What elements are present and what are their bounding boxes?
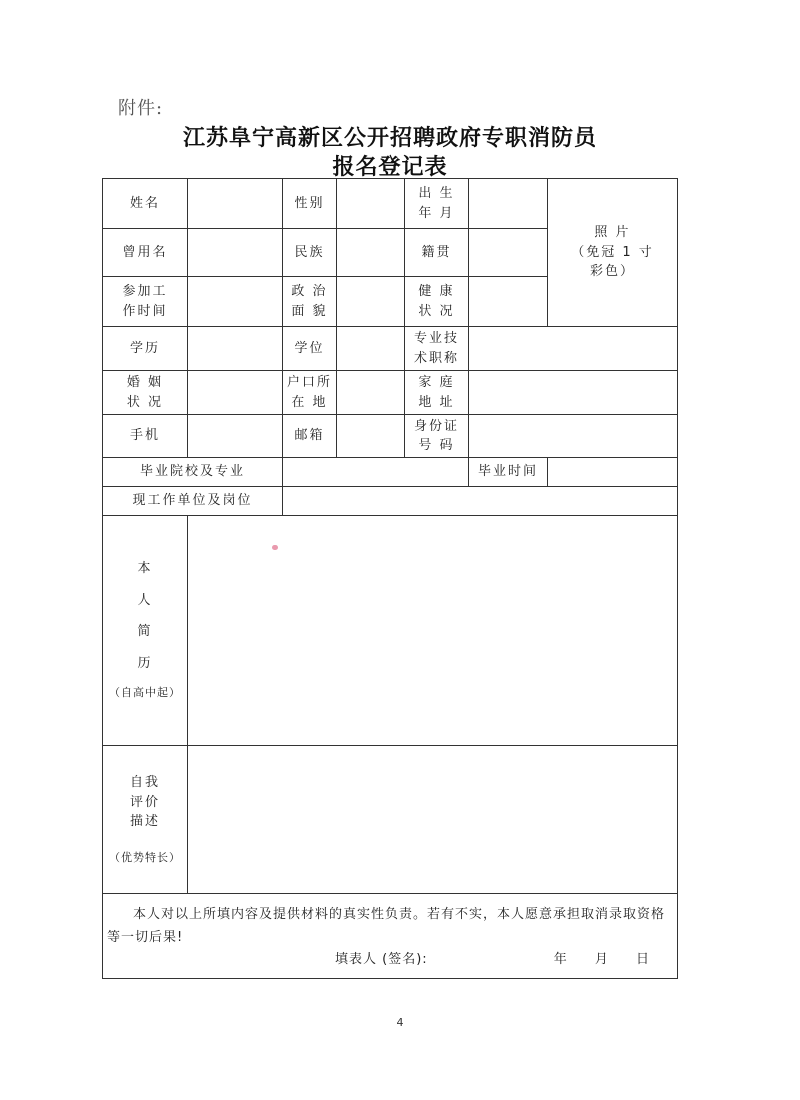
declaration-text: 本人对以上所填内容及提供材料的真实性负责。若有不实，本人愿意承担取消录取资格等一切后果! — [107, 907, 666, 945]
phone-label: 手机 — [103, 415, 188, 458]
resume-note: （自高中起） — [109, 686, 181, 700]
resume-char-4: 历 — [137, 655, 153, 671]
birth-label — [405, 179, 469, 229]
id-number-label — [405, 415, 469, 458]
email-label: 邮箱 — [283, 415, 337, 458]
native-place-label: 籍贯 — [405, 229, 469, 277]
address-field[interactable] — [469, 371, 678, 415]
phone-field[interactable] — [188, 415, 283, 458]
name-label: 姓名 — [103, 179, 188, 229]
resume-label — [103, 516, 188, 746]
tech-title-line2: 术职称 — [413, 350, 459, 366]
self-eval-line2: 评价 — [129, 794, 160, 810]
degree-label: 学位 — [283, 327, 337, 371]
email-field[interactable] — [337, 415, 405, 458]
signature-label: 填表人 (签名): — [335, 952, 428, 968]
date-label: 年 月 日 — [553, 952, 661, 968]
degree-field[interactable] — [337, 327, 405, 371]
marital-line2: 状 况 — [126, 394, 164, 410]
form-title-line1: 江苏阜宁高新区公开招聘政府专职消防员 — [182, 125, 597, 151]
self-evaluation-field[interactable] — [188, 746, 678, 894]
hukou-label — [283, 371, 337, 415]
id-number-field[interactable] — [469, 415, 678, 458]
work-start-field[interactable] — [188, 277, 283, 327]
gender-label: 性别 — [283, 179, 337, 229]
resume-char-1: 本 — [137, 561, 153, 577]
education-field[interactable] — [188, 327, 283, 371]
school-major-label: 毕业院校及专业 — [103, 458, 283, 487]
graduation-time-field[interactable] — [548, 458, 678, 487]
graduation-time-label: 毕业时间 — [469, 458, 548, 487]
marital-label — [103, 371, 188, 415]
education-label: 学历 — [103, 327, 188, 371]
self-eval-line3: 描述 — [129, 814, 160, 829]
tech-title-line1: 专业技 — [413, 331, 459, 346]
photo-label-line2: （免冠 1 寸 — [571, 244, 654, 260]
form-title-line2: 报名登记表 — [332, 154, 448, 180]
declaration-cell — [103, 894, 678, 979]
photo-label-line1: 照 片 — [594, 225, 631, 241]
registration-form-table — [102, 178, 678, 979]
work-start-line2: 作时间 — [122, 303, 168, 319]
school-major-field[interactable] — [283, 458, 469, 487]
work-start-line1: 参加工 — [122, 284, 168, 299]
current-work-field[interactable] — [283, 487, 678, 516]
page-number: 4 — [396, 1016, 404, 1029]
self-eval-line1: 自我 — [129, 775, 160, 790]
resume-char-3: 简 — [137, 624, 153, 640]
hukou-field[interactable] — [337, 371, 405, 415]
resume-field[interactable] — [188, 516, 678, 746]
marital-line1: 婚 姻 — [126, 375, 164, 390]
resume-char-2: 人 — [137, 592, 153, 608]
former-name-field[interactable] — [188, 229, 283, 277]
address-line2: 地 址 — [418, 394, 455, 410]
current-work-label: 现工作单位及岗位 — [103, 487, 283, 516]
hukou-line2: 在 地 — [291, 394, 328, 410]
tech-title-field[interactable] — [469, 327, 678, 371]
photo-box[interactable] — [548, 179, 678, 327]
id-number-line1: 身份证 — [413, 418, 459, 434]
hukou-line1: 户口所 — [286, 375, 332, 390]
name-field[interactable] — [188, 179, 283, 229]
health-label — [405, 277, 469, 327]
marital-field[interactable] — [188, 371, 283, 415]
id-number-line2: 号 码 — [418, 438, 455, 453]
self-eval-note: （优势特长） — [109, 850, 181, 864]
political-label — [283, 277, 337, 327]
self-evaluation-label — [103, 746, 188, 894]
gender-field[interactable] — [337, 179, 405, 229]
address-label — [405, 371, 469, 415]
ethnicity-label: 民族 — [283, 229, 337, 277]
health-line2: 状 况 — [418, 303, 455, 319]
tech-title-label — [405, 327, 469, 371]
work-start-label — [103, 277, 188, 327]
health-line1: 健 康 — [418, 284, 455, 299]
health-field[interactable] — [469, 277, 548, 327]
ethnicity-field[interactable] — [337, 229, 405, 277]
attachment-label: 附件: — [118, 98, 164, 119]
birth-field[interactable] — [469, 179, 548, 229]
address-line1: 家 庭 — [418, 375, 455, 390]
photo-label-line3: 彩色） — [589, 264, 635, 280]
birth-label-line2: 年 月 — [418, 205, 455, 221]
former-name-label: 曾用名 — [103, 229, 188, 277]
political-line1: 政 治 — [291, 284, 328, 299]
political-line2: 面 貌 — [291, 303, 328, 319]
native-place-field[interactable] — [469, 229, 548, 277]
birth-label-line1: 出 生 — [418, 186, 455, 201]
political-field[interactable] — [337, 277, 405, 327]
